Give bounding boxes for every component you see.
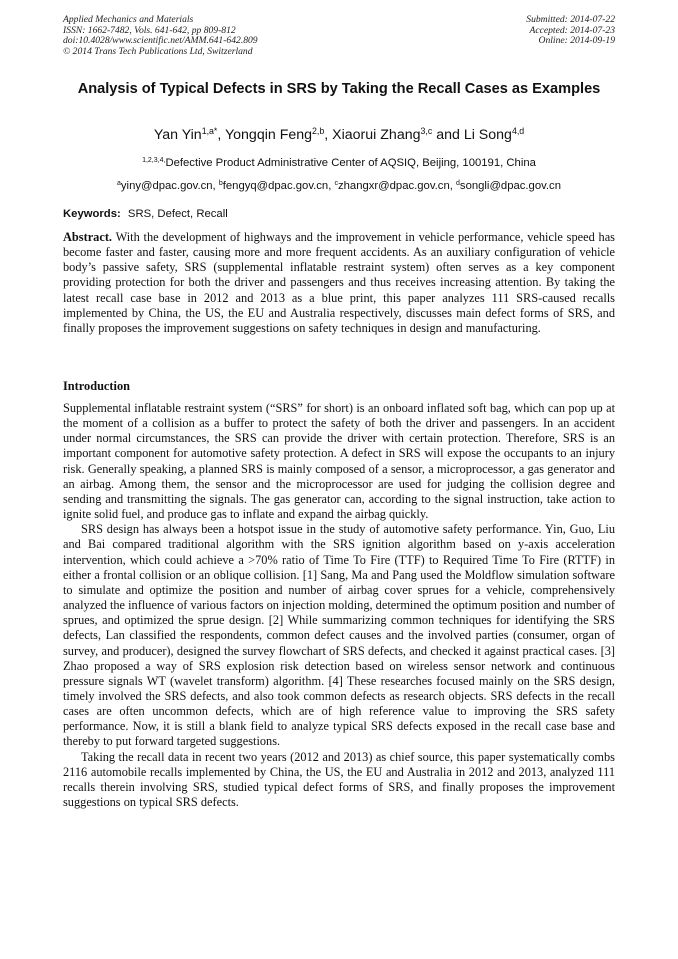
email-entry	[456, 180, 561, 192]
journal-doi: doi:10.4028/www.scientific.net/AMM.641-642.809	[63, 35, 258, 47]
affiliation-text: Defective Product Administrative Center of AQSIQ, Beijing, 100191, China	[165, 157, 536, 169]
paper-title: Analysis of Typical Defects in SRS by Taking the Recall Cases as Examples	[77, 81, 601, 97]
email-separator: ,	[328, 180, 335, 192]
abstract-text: With the development of highways and the improvement in vehicle performance, vehicle speed has become faster and faster, causing more and more frequent accidents. As an auxiliary configuration of vehicle body’s passive safety, SRS (supplemental inflatable restraint system) often serves as a key component providing protection for both the driver and passengers and thus receives increasing attention. By taking the latest recall case base in 2012 and 2013 as a blue print, this paper analyzes 111 SRS-caused recalls implemented by China, the US, the EU and Australia respectively, discusses main defect forms of SRS, and finally proposes the improvement suggestions on safety techniques in design and manufacturing.	[63, 230, 615, 335]
author	[464, 127, 524, 143]
keywords-label: Keywords:	[63, 208, 121, 220]
email-entry	[334, 180, 456, 192]
author-separator: ,	[324, 127, 333, 143]
journal-copyright: © 2014 Trans Tech Publications Ltd, Switzerland	[63, 45, 253, 57]
email-separator: ,	[212, 180, 219, 192]
email-address: fengyq@dpac.gov.cn	[222, 180, 329, 192]
submitted-date: Submitted: 2014-07-22	[526, 14, 615, 25]
email-mark: c	[334, 180, 338, 188]
author-list	[63, 126, 615, 144]
email-entry	[219, 180, 335, 192]
paragraph: Taking the recall data in recent two years (2012 and 2013) as chief source, this paper systematically combs 2116 automobile recalls implemented by China, the US, the EU and Australia in 2012 and 2013, analyzed 111 recalls therein involving SRS, studied typical defect forms of SRS, and finally proposes the improvement suggestions on typical SRS defects.	[63, 749, 615, 810]
author-affil-mark: 4,d	[511, 126, 525, 137]
email-list	[63, 179, 615, 193]
author	[225, 127, 332, 143]
author-name: Yan Yin	[153, 127, 202, 143]
accepted-date: Accepted: 2014-07-23	[529, 24, 615, 36]
journal-name: Applied Mechanics and Materials	[63, 14, 194, 25]
abstract	[63, 230, 615, 336]
email-mark: b	[218, 180, 223, 188]
author-separator: and	[432, 127, 464, 143]
author-affil-mark: 1,a*	[201, 126, 218, 137]
email-address: zhangxr@dpac.gov.cn	[337, 180, 450, 192]
affiliation-mark: 1,2,3,4,	[142, 157, 166, 165]
email-mark: d	[456, 180, 460, 188]
email-address: songli@dpac.gov.cn	[459, 180, 561, 192]
author-affil-mark: 3,c	[420, 126, 433, 137]
author-separator: ,	[217, 127, 225, 143]
introduction-body	[63, 401, 615, 810]
paragraph: SRS design has always been a hotspot issue in the study of automotive safety performance. Yin, Guo, Liu and Bai compared traditional algorithm with the SRS ignition algorithm based on y-axis acceleration intervention, which could achieve a >70% ratio of Time To Fire (TTF) to Required Time To Fire (RTTF) in either a frontal collision or an oblique collision. [1] Sang, Ma and Pang used the Moldflow simulation software to simulate and optimize the position and number of airbag cover sprues for a vehicle, comprehensively analyzed the influence of various factors on injection molding, determined the optimum position and number of sprues, and optimized the sprue design. [2] While summarizing common techniques for identifying the SRS defects, Lan classified the respondents, common defect causes and the involved parties (consumer, organ of survey, and producer), designed the survey flowchart of SRS defects, and checked it against practical cases. [3] Zhao proposed a way of SRS explosion risk detection based on wireless sensor network and continuous pressure signals WT (wavelet transform) algorithm. [4] These researches focused mainly on the SRS design, timely involved the SRS defects, and also took common defects as research objects. SRS defects in the recall cases are often uncommon defects, which are of high reference value to improving the SRS safety performance. Now, it is still a blank field to analyze typical SRS defects exposed in the recall case base and thereby to put forward targeted suggestions.	[63, 522, 615, 749]
author	[332, 127, 464, 143]
online-date: Online: 2014-09-19	[538, 35, 615, 47]
email-entry	[117, 180, 219, 192]
author-name: Li Song	[463, 127, 512, 143]
email-address: yiny@dpac.gov.cn	[120, 180, 213, 192]
email-mark: a	[117, 180, 121, 188]
journal-issn: ISSN: 1662-7482, Vols. 641-642, pp 809-812	[63, 24, 236, 36]
affiliation	[63, 156, 615, 170]
keywords-text: SRS, Defect, Recall	[127, 208, 228, 220]
publication-dates	[526, 15, 615, 47]
author-affil-mark: 2,b	[312, 126, 325, 137]
journal-info	[63, 15, 258, 57]
paragraph: Supplemental inflatable restraint system (“SRS” for short) is an onboard inflated soft bag, which can pop up at the moment of a collision as a buffer to protect the safety of both the driver and passengers. In an accident under normal circumstances, the SRS can provide the driver with certain protection. Therefore, SRS is an important component for automotive safety protection. A defect in SRS will expose the occupants to an injury risk. Generally speaking, a planned SRS is mainly composed of a sensor, a microprocessor, a gas generator and an airbag. Among them, the sensor and the microprocessor are used for judging the collision degree and sending and transmitting the signals. The gas generator can, according to the signal instruction, take action to ignite solid fuel, and produce gas to inflate and expand the airbag quickly.	[63, 401, 615, 522]
keywords	[63, 207, 615, 221]
author	[154, 127, 225, 143]
author-name: Xiaorui Zhang	[332, 127, 421, 143]
section-heading-introduction: Introduction	[63, 379, 130, 393]
author-name: Yongqin Feng	[224, 127, 313, 143]
email-separator: ,	[449, 180, 457, 192]
abstract-label: Abstract.	[63, 230, 113, 244]
